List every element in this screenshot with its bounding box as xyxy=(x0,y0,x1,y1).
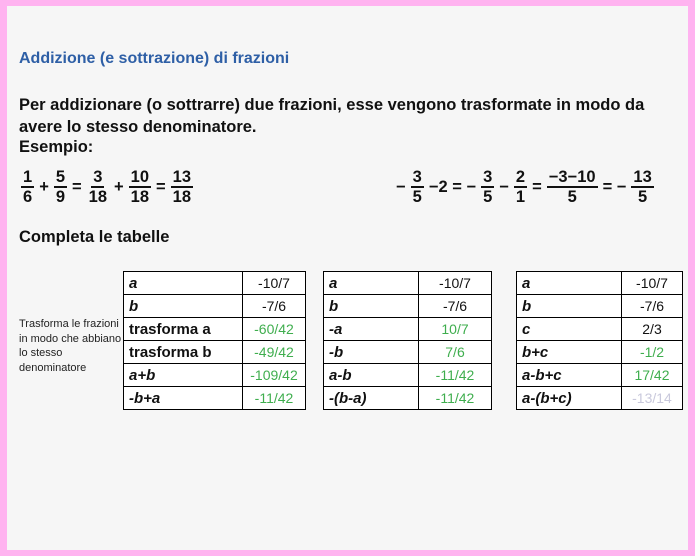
operator: − xyxy=(396,177,406,196)
row-value: -11/42 xyxy=(243,387,306,410)
row-value: -7/6 xyxy=(243,295,306,318)
fraction: $\frac{1}{6}$ xyxy=(23,168,33,206)
row-label: c xyxy=(517,318,622,341)
fraction: $\frac{3}{5}$ xyxy=(412,168,422,206)
exercise-table-2 xyxy=(323,271,492,410)
row-label: b+c xyxy=(517,341,622,364)
table-row xyxy=(324,364,492,387)
row-value: -60/42 xyxy=(243,318,306,341)
row-label: b xyxy=(324,295,419,318)
table-row xyxy=(517,364,683,387)
row-value: -11/42 xyxy=(419,364,492,387)
row-label: a+b xyxy=(124,364,243,387)
row-label: -a xyxy=(324,318,419,341)
row-label: a-(b+c) xyxy=(517,387,622,410)
row-value: 17/42 xyxy=(622,364,683,387)
row-value: -7/6 xyxy=(419,295,492,318)
operator: + xyxy=(114,177,124,196)
page-title: Addizione (e sottrazione) di frazioni xyxy=(19,50,290,67)
fraction: $\frac{13}{5}$ xyxy=(633,168,652,206)
row-value: 7/6 xyxy=(419,341,492,364)
section-heading: Completa le tabelle xyxy=(19,228,170,246)
example-equation-1 xyxy=(19,168,195,206)
table-row xyxy=(517,387,683,410)
row-label: a xyxy=(324,272,419,295)
row-label: b xyxy=(124,295,243,318)
table-row xyxy=(124,295,306,318)
table-row xyxy=(324,295,492,318)
row-value: -11/42 xyxy=(419,387,492,410)
row-label: -b+a xyxy=(124,387,243,410)
fraction: $\frac{3}{5}$ xyxy=(483,168,493,206)
row-value: -109/42 xyxy=(243,364,306,387)
table-row xyxy=(324,318,492,341)
row-label: trasforma b xyxy=(124,341,243,364)
table-row xyxy=(517,341,683,364)
row-label: b xyxy=(517,295,622,318)
fraction: $\frac{3}{18}$ xyxy=(88,168,108,206)
row-value: -13/14 xyxy=(622,387,683,410)
table-row xyxy=(124,341,306,364)
table-row xyxy=(324,387,492,410)
intro-text: Per addizionare (o sottrarre) due frazioni, esse vengono trasformate in modo da avere lo stesso denominatore. xyxy=(19,96,645,136)
table-row xyxy=(517,272,683,295)
table-row xyxy=(324,272,492,295)
operator: = − xyxy=(602,177,627,196)
exercise-table-1 xyxy=(123,271,306,410)
side-note: Trasforma le frazioni in modo che abbiano lo stesso denominatore xyxy=(19,318,122,374)
operator: − xyxy=(499,177,509,196)
fraction: $\frac{5}{9}$ xyxy=(55,168,66,206)
row-value: -1/2 xyxy=(622,341,683,364)
row-value: 10/7 xyxy=(419,318,492,341)
row-value: -10/7 xyxy=(419,272,492,295)
example-equation-2 xyxy=(393,168,656,206)
table-row xyxy=(517,318,683,341)
fraction: $\frac{2}{1}$ xyxy=(515,168,526,206)
row-label: -(b-a) xyxy=(324,387,419,410)
row-label: a xyxy=(124,272,243,295)
operator: −2 = − xyxy=(428,177,477,196)
table-row xyxy=(124,364,306,387)
fraction: $\frac{10}{18}$ xyxy=(130,168,150,206)
fraction: $\frac{13}{18}$ xyxy=(172,168,192,206)
table-row xyxy=(324,341,492,364)
table-row xyxy=(124,272,306,295)
operator: + xyxy=(39,177,49,196)
row-label: -b xyxy=(324,341,419,364)
exercise-table-3 xyxy=(516,271,683,410)
operator: = xyxy=(532,177,542,196)
row-value: -10/7 xyxy=(622,272,683,295)
row-label: a-b+c xyxy=(517,364,622,387)
table-row xyxy=(124,387,306,410)
operator: = xyxy=(156,177,166,196)
row-label: a-b xyxy=(324,364,419,387)
table-row xyxy=(517,295,683,318)
row-label: a xyxy=(517,272,622,295)
table-row xyxy=(124,318,306,341)
row-value: -7/6 xyxy=(622,295,683,318)
fraction: $\frac{-3-10}{5}$ xyxy=(548,168,596,206)
row-value: -49/42 xyxy=(243,341,306,364)
example-label: Esempio: xyxy=(19,138,94,156)
row-value: 2/3 xyxy=(622,318,683,341)
row-label: trasforma a xyxy=(124,318,243,341)
row-value: -10/7 xyxy=(243,272,306,295)
operator: = xyxy=(72,177,82,196)
page xyxy=(7,6,688,550)
